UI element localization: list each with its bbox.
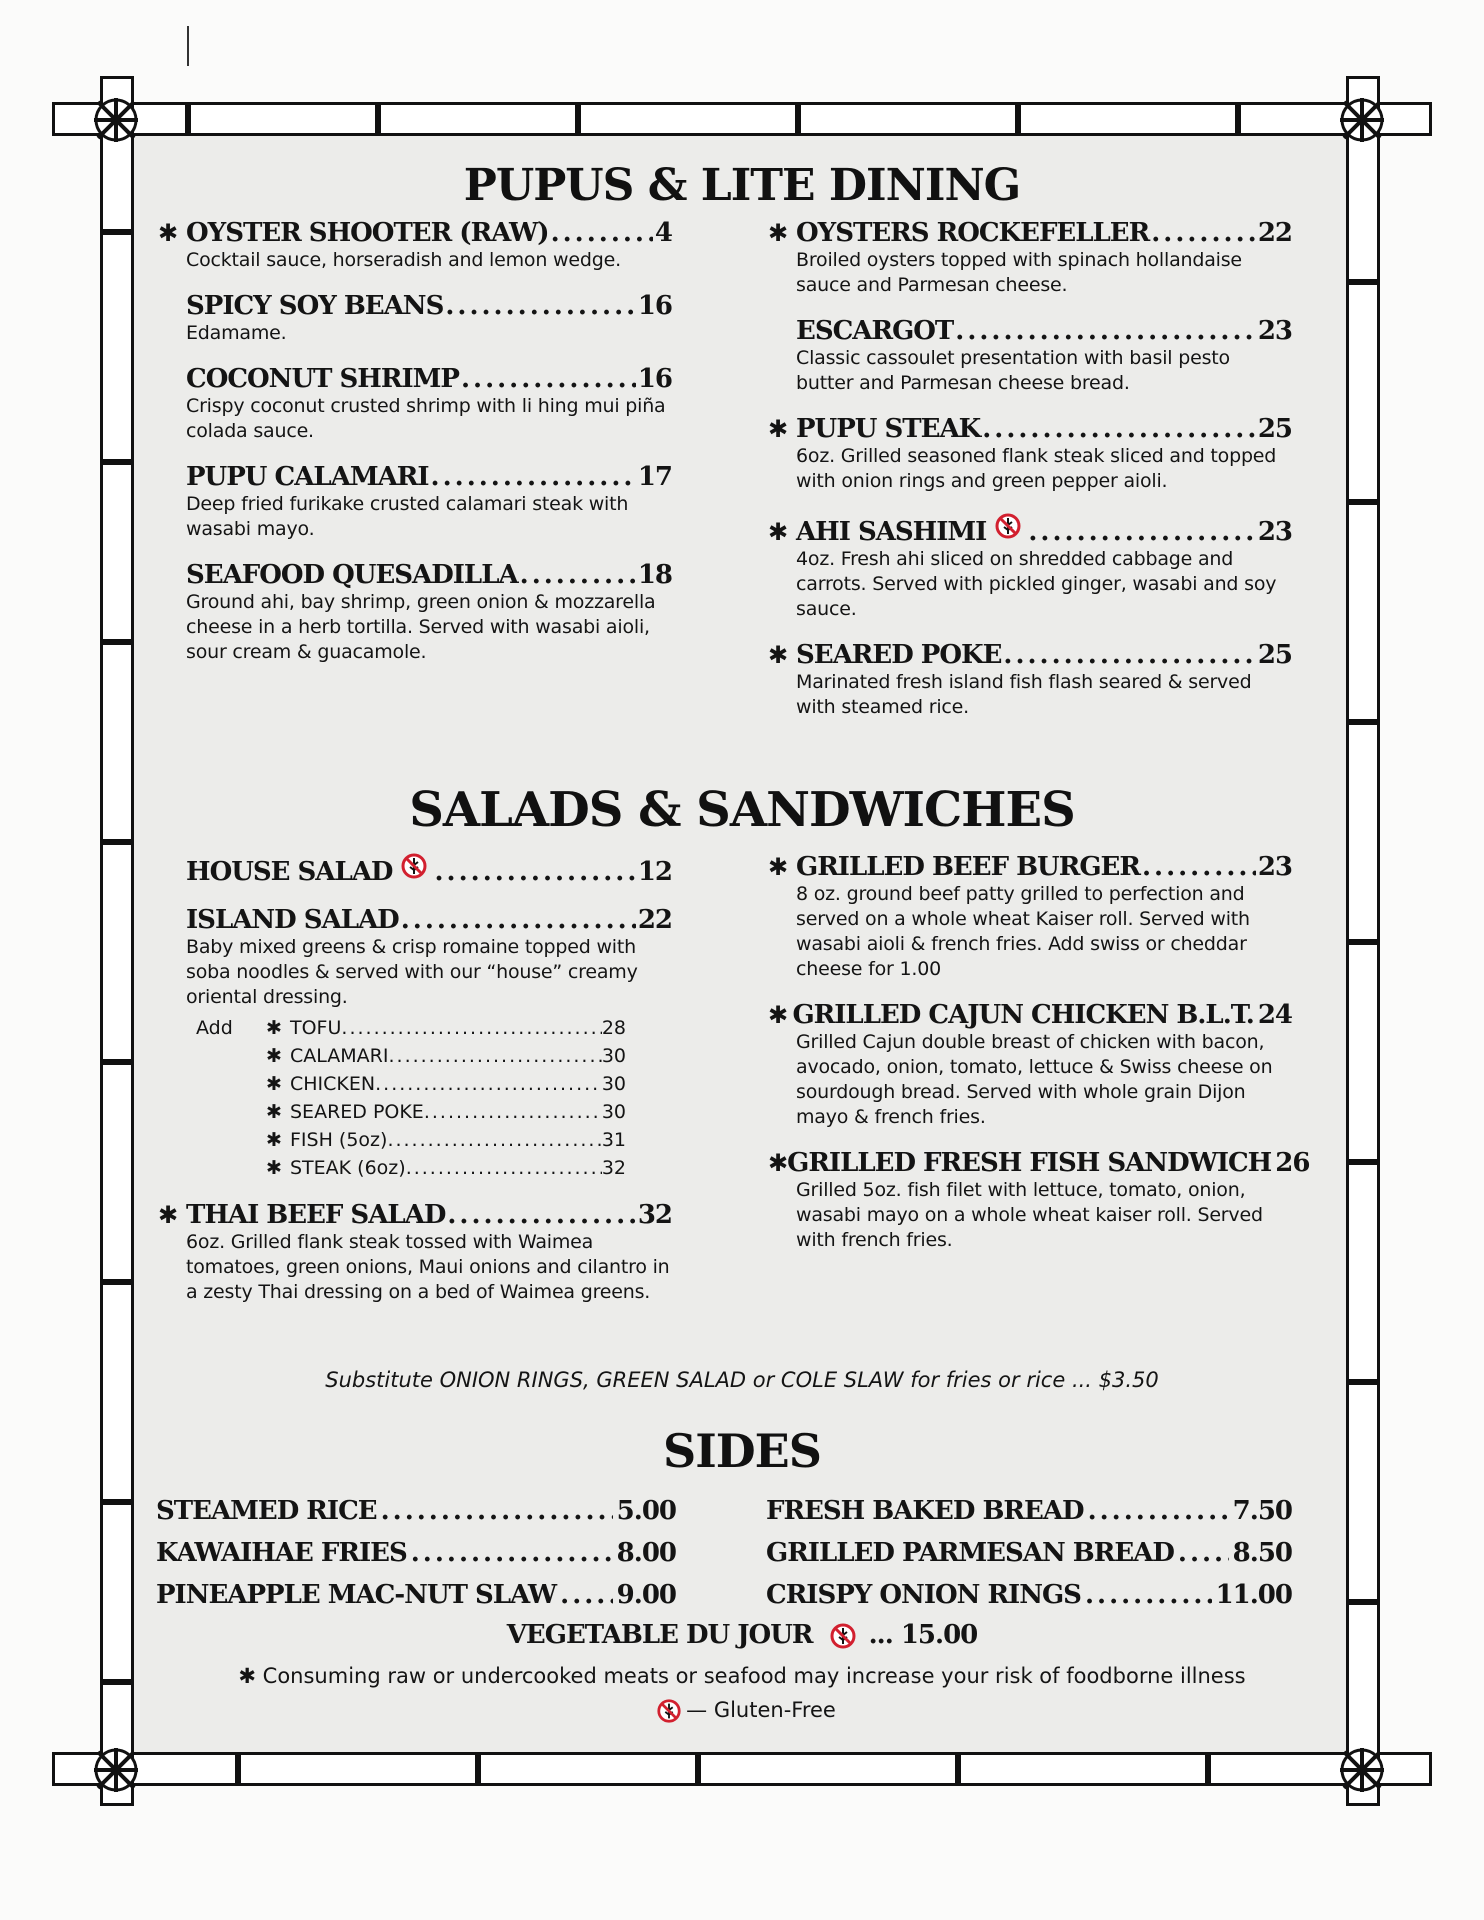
addon-name: STEAK (6oz) [290, 1157, 406, 1179]
menu-item [768, 1000, 1292, 1130]
addon-price: 30 [601, 1073, 626, 1095]
addon-price: 30 [601, 1045, 626, 1067]
section-title-pupus: PUPUS & LITE DINING [463, 160, 1021, 211]
scan-mark [187, 26, 189, 66]
item-price: 8.00 [616, 1538, 676, 1568]
menu-item [186, 291, 672, 346]
menu-item [186, 364, 672, 444]
menu-item [768, 640, 1292, 720]
side-item [766, 1490, 1292, 1532]
raw-warning-star: ✱ [768, 415, 788, 443]
item-name: PUPU STEAK [796, 414, 981, 444]
gluten-free-icon [656, 1698, 682, 1724]
item-price: 18 [637, 560, 672, 590]
sides-left-column [156, 1490, 676, 1616]
item-price: 16 [637, 291, 672, 321]
menu-item [158, 218, 672, 273]
item-description: 4oz. Fresh ahi sliced on shredded cabbage and carrots. Served with pickled ginger, wasabi and soy sauce. [796, 548, 1277, 620]
raw-warning-star: ✱ [158, 1201, 178, 1229]
addon-name: TOFU [290, 1017, 342, 1039]
item-name: PUPU CALAMARI [186, 462, 429, 492]
item-price: 26 [1275, 1148, 1310, 1178]
bamboo-right [1346, 76, 1380, 1806]
item-name: GRILLED PARMESAN BREAD [766, 1538, 1174, 1568]
item-price: 4 [654, 218, 672, 248]
item-price: 11.00 [1215, 1580, 1292, 1610]
item-name: VEGETABLE DU JOUR [506, 1620, 813, 1650]
item-price: 25 [1257, 640, 1292, 670]
addon-price: 31 [601, 1129, 626, 1151]
item-name: SPICY SOY BEANS [186, 291, 444, 321]
item-price: 32 [637, 1200, 672, 1230]
item-price: 24 [1257, 1000, 1292, 1030]
item-name: GRILLED FRESH FISH SANDWICH [787, 1148, 1272, 1178]
item-price: 25 [1257, 414, 1292, 444]
item-description: 6oz. Grilled flank steak tossed with Waimea tomatoes, green onions, Maui onions and cilantro in a zesty Thai dressing on a bed of Waimea greens. [186, 1231, 670, 1303]
item-price: 22 [637, 905, 672, 935]
bamboo-bottom [52, 1752, 1432, 1786]
item-name: COCONUT SHRIMP [186, 364, 459, 394]
raw-warning-star: ✱ [158, 219, 178, 247]
item-price: 23 [1257, 852, 1292, 882]
item-name: SEARED POKE [796, 640, 1002, 670]
side-item [766, 1532, 1292, 1574]
item-description: 8 oz. ground beef patty grilled to perfection and served on a whole wheat Kaiser roll. Served with wasabi aioli & french fries. Add swiss or cheddar cheese for 1.00 [796, 883, 1250, 980]
bamboo-top [52, 102, 1432, 136]
item-name: KAWAIHAE FRIES [156, 1538, 407, 1568]
menu-item [158, 1200, 672, 1305]
addon-price: 30 [601, 1101, 626, 1123]
gluten-free-label: — Gluten-Free [686, 1698, 836, 1722]
section-title-sides: SIDES [663, 1424, 821, 1478]
gluten-free-icon [994, 512, 1022, 540]
item-name: OYSTER SHOOTER (RAW) [186, 218, 549, 248]
raw-warning-star: ✱ [768, 1149, 788, 1177]
side-item [766, 1574, 1292, 1616]
item-price: 23 [1257, 316, 1292, 346]
raw-warning-star: ✱ [768, 1001, 788, 1029]
item-description: Marinated fresh island fish flash seared & served with steamed rice. [796, 671, 1252, 718]
item-name: OYSTERS ROCKEFELLER [796, 218, 1150, 248]
raw-warning-star: ✱ [768, 853, 788, 881]
menu-item [768, 512, 1292, 622]
menu-item [186, 462, 672, 542]
pupus-left-column [158, 218, 672, 683]
item-price: 17 [637, 462, 672, 492]
substitute-note: Substitute ONION RINGS, GREEN SALAD or COLE SLAW for fries or rice ... $3.50 [325, 1368, 1159, 1392]
item-name: GRILLED BEEF BURGER [796, 852, 1140, 882]
item-description: 6oz. Grilled seasoned flank steak sliced and topped with onion rings and green pepper aioli. [796, 445, 1277, 492]
menu-item [186, 905, 672, 1182]
item-price: 23 [1257, 517, 1292, 547]
rope-knot-icon [92, 96, 140, 144]
item-description: Cocktail sauce, horseradish and lemon wedge. [186, 249, 621, 271]
item-price: 16 [637, 364, 672, 394]
item-name: ESCARGOT [796, 316, 954, 346]
addon-price: 28 [601, 1017, 626, 1039]
menu-item [796, 316, 1292, 396]
item-price: 5.00 [616, 1496, 676, 1526]
pupus-right-column [768, 218, 1292, 738]
side-item [156, 1574, 676, 1616]
item-name: CRISPY ONION RINGS [766, 1580, 1081, 1610]
bamboo-left [100, 76, 134, 1806]
gluten-free-icon [829, 1622, 857, 1650]
item-description: Edamame. [186, 322, 287, 344]
salads-right-column [768, 852, 1310, 1271]
item-name: THAI BEEF SALAD [186, 1200, 446, 1230]
addon-name: CHICKEN [290, 1073, 376, 1095]
menu-item [768, 852, 1292, 982]
item-description: Crispy coconut crusted shrimp with li hing mui piña colada sauce. [186, 395, 666, 442]
item-description: Grilled Cajun double breast of chicken with bacon, avocado, onion, tomato, lettuce & Swiss cheese on sourdough bread. Served with whole grain Dijon mayo & french fries. [796, 1031, 1273, 1128]
rope-knot-icon [1338, 96, 1386, 144]
addon-name: CALAMARI [290, 1045, 389, 1067]
menu-item [186, 560, 672, 665]
vegetable-du-jour [0, 1620, 1484, 1650]
addon-name: SEARED POKE [290, 1101, 424, 1123]
item-description: Baby mixed greens & crisp romaine topped with soba noodles & served with our “house” creamy oriental dressing. [186, 936, 638, 1008]
item-name: GRILLED CAJUN CHICKEN B.L.T. [792, 1000, 1254, 1030]
item-description: Broiled oysters topped with spinach hollandaise sauce and Parmesan cheese. [796, 249, 1242, 296]
salads-left-column [158, 852, 672, 1323]
salad-addons: Add ✱ TOFU ..... 28 ✱ CALAMARI ..... 30 ✱ CHICKEN ..... 30 ✱ SEARED POKE ..... 30 ✱ FISH (5oz) ..... 31 ✱ STEAK (6oz) ..... 32 [196, 1014, 672, 1182]
rope-knot-icon [92, 1746, 140, 1794]
menu-item [186, 852, 672, 887]
addon-price: 32 [601, 1157, 626, 1179]
item-price: 9.00 [616, 1580, 676, 1610]
item-price: ... 15.00 [868, 1620, 978, 1650]
item-description: Grilled 5oz. fish filet with lettuce, tomato, onion, wasabi mayo on a whole wheat kaiser roll. Served with french fries. [796, 1179, 1263, 1251]
raw-food-warning: ✱ Consuming raw or undercooked meats or seafood may increase your risk of foodborne illness [238, 1664, 1246, 1688]
menu-item [768, 1148, 1310, 1253]
item-name: SEAFOOD QUESADILLA [186, 560, 518, 590]
raw-warning-star: ✱ [768, 219, 788, 247]
menu-item [768, 218, 1292, 298]
menu-item [768, 414, 1292, 494]
side-item [156, 1532, 676, 1574]
item-description: Deep fried furikake crusted calamari steak with wasabi mayo. [186, 493, 629, 540]
item-price: 8.50 [1232, 1538, 1292, 1568]
section-title-salads: SALADS & SANDWICHES [409, 782, 1075, 838]
item-name: ISLAND SALAD [186, 905, 399, 935]
addon-name: FISH (5oz) [290, 1129, 388, 1151]
item-name: AHI SASHIMI [796, 517, 987, 547]
item-name: PINEAPPLE MAC-NUT SLAW [156, 1580, 557, 1610]
item-description: Ground ahi, bay shrimp, green onion & mozzarella cheese in a herb tortilla. Served with wasabi aioli, sour cream & guacamole. [186, 591, 656, 663]
item-price: 12 [637, 857, 672, 887]
item-price: 22 [1257, 218, 1292, 248]
rope-knot-icon [1338, 1746, 1386, 1794]
item-name: STEAMED RICE [156, 1496, 377, 1526]
item-name: HOUSE SALAD [186, 857, 393, 887]
item-name: FRESH BAKED BREAD [766, 1496, 1084, 1526]
item-description: Classic cassoulet presentation with basil pesto butter and Parmesan cheese bread. [796, 347, 1230, 394]
raw-warning-star: ✱ [768, 641, 788, 669]
raw-warning-star: ✱ [768, 518, 788, 546]
sides-right-column [766, 1490, 1292, 1616]
gluten-free-icon [400, 852, 428, 880]
side-item [156, 1490, 676, 1532]
gluten-free-legend [0, 1698, 1484, 1724]
item-price: 7.50 [1232, 1496, 1292, 1526]
add-label: Add [196, 1017, 233, 1039]
